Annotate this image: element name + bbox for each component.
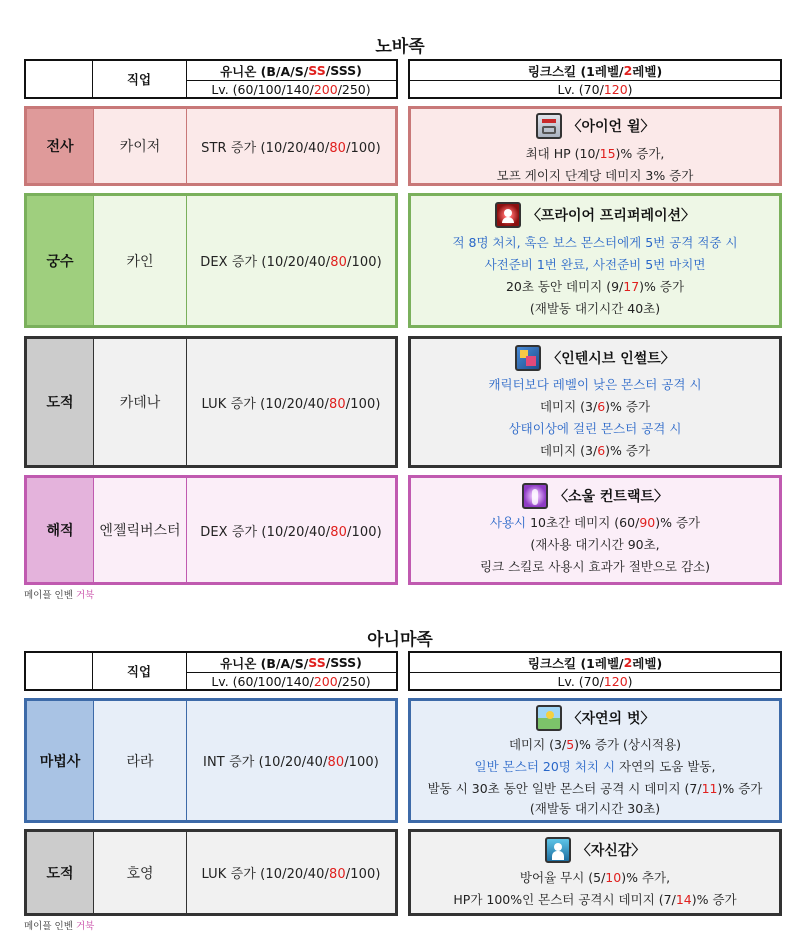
skill-desc-line: 데미지 (3/6)% 증가	[539, 399, 651, 414]
skill-name: 〈프라이어 프리퍼레이션〉	[526, 208, 696, 224]
row-thief-cadena	[24, 336, 398, 468]
class-name: 마법사	[39, 753, 81, 770]
skill-card-soul-contract	[408, 475, 782, 585]
section-title-nova: 노바족	[375, 37, 425, 57]
skill-desc-line: 사용시 10초간 데미지 (60/90)% 증가	[489, 515, 701, 530]
skill-desc-line: 20초 동안 데미지 (9/17)% 증가	[505, 279, 685, 294]
header-job-label: 직업	[126, 664, 152, 679]
row-bowman	[24, 193, 398, 328]
job-name: 카데나	[119, 395, 161, 411]
skill-name: 〈자신감〉	[576, 843, 646, 859]
skill-desc-line: 링크 스킬로 사용시 효과가 절반으로 감소)	[479, 559, 711, 574]
row-thief-hoyoung	[24, 829, 398, 916]
job-name: 카인	[126, 253, 154, 270]
job-name: 호영	[126, 865, 154, 882]
skill-desc-line: 최대 HP (10/15)% 증가,	[525, 146, 665, 161]
skill-desc-line: 모프 게이지 단계당 데미지 3% 증가	[496, 168, 694, 183]
header-job-label: 직업	[126, 72, 152, 87]
skill-name: 〈인텐시브 인썰트〉	[547, 351, 675, 367]
header-link-table	[408, 59, 782, 99]
header-link-label: 링크스킬 (1레벨/ 2 레벨)	[527, 655, 663, 671]
skill-desc-line: 상태이상에 걸린 몬스터 공격 시	[508, 421, 682, 436]
header-link-level: Lv. (70/ 120 )	[557, 81, 633, 97]
header-link-label: 링크스킬 (1레벨/ 2 레벨)	[527, 63, 663, 79]
skill-name: 〈자연의 벗〉	[567, 711, 655, 727]
nature-friend-icon	[536, 705, 562, 731]
union-effect: INT 증가 (10/20/40/80/100)	[203, 755, 379, 770]
footer-credit: 메이플 인벤 거북	[24, 590, 95, 601]
skill-desc-line: 적 8명 처치, 혹은 보스 몬스터에게 5번 공격 적중 시	[452, 235, 738, 250]
section-title-anima: 아니마족	[367, 630, 433, 650]
soul-contract-icon	[522, 483, 548, 509]
union-effect: STR 증가 (10/20/40/80/100)	[201, 140, 381, 156]
union-effect: LUK 증가 (10/20/40/80/100)	[201, 867, 381, 882]
row-pirate	[24, 475, 398, 585]
class-name: 도적	[46, 395, 74, 411]
row-warrior	[24, 106, 398, 186]
skill-desc-line: HP가 100%인 몬스터 공격시 데미지 (7/14)% 증가	[453, 892, 737, 907]
skill-desc-line: (재사용 대기시간 90초,	[530, 537, 660, 552]
skill-name: 〈소울 컨트랙트〉	[553, 489, 669, 505]
skill-desc-line: 데미지 (3/5)% 증가 (상시적용)	[508, 737, 682, 752]
skill-card-prior-preparation	[408, 193, 782, 328]
header-union-level: Lv. (60/100/140/ 200 /250)	[211, 81, 371, 97]
skill-card-iron-will	[408, 106, 782, 186]
header-union-table	[24, 651, 398, 691]
skill-name: 〈아이언 윌〉	[567, 119, 655, 135]
class-name: 도적	[46, 865, 74, 882]
skill-desc-line: 발동 시 30초 동안 일반 몬스터 공격 시 데미지 (7/11)% 증가	[427, 781, 763, 796]
class-name: 해적	[46, 523, 74, 539]
skill-desc-line: 캐릭터보다 레벨이 낮은 몬스터 공격 시	[488, 377, 702, 392]
confidence-icon	[545, 837, 571, 863]
skill-desc-line: 방어율 무시 (5/10)% 추가,	[519, 870, 671, 885]
skill-card-intensive-insult	[408, 336, 782, 468]
header-union-label: 유니온 (B/A/S/ SS /SSS)	[220, 63, 362, 79]
header-link-table	[408, 651, 782, 691]
union-effect: DEX 증가 (10/20/40/80/100)	[200, 255, 382, 270]
iron-will-icon	[536, 113, 562, 139]
job-name: 라라	[126, 753, 154, 770]
class-name: 전사	[46, 139, 74, 155]
union-effect: LUK 증가 (10/20/40/80/100)	[201, 396, 381, 412]
skill-desc-line: 데미지 (3/6)% 증가	[539, 443, 651, 458]
header-link-level: Lv. (70/ 120 )	[557, 673, 633, 689]
skill-desc-line: (재발동 대기시간 40초)	[529, 301, 661, 316]
header-union-table	[24, 59, 398, 99]
union-effect: DEX 증가 (10/20/40/80/100)	[200, 524, 382, 540]
skill-desc-line: 사전준비 1번 완료, 사전준비 5번 마치면	[484, 257, 706, 272]
skill-card-nature-friend	[408, 698, 782, 823]
header-union-label: 유니온 (B/A/S/ SS /SSS)	[220, 655, 362, 671]
row-mage	[24, 698, 398, 823]
prior-preparation-icon	[495, 202, 521, 228]
skill-desc-line: 일반 몬스터 20명 처치 시 자연의 도움 발동,	[474, 759, 716, 774]
header-union-level: Lv. (60/100/140/ 200 /250)	[211, 673, 371, 689]
job-name: 엔젤릭버스터	[99, 523, 181, 539]
job-name: 카이저	[119, 139, 161, 155]
intensive-insult-icon	[515, 345, 541, 371]
footer-credit: 메이플 인벤 거북	[24, 921, 95, 932]
skill-desc-line: (재발동 대기시간 30초)	[529, 801, 661, 816]
class-name: 궁수	[46, 253, 74, 270]
skill-card-confidence	[408, 829, 782, 916]
